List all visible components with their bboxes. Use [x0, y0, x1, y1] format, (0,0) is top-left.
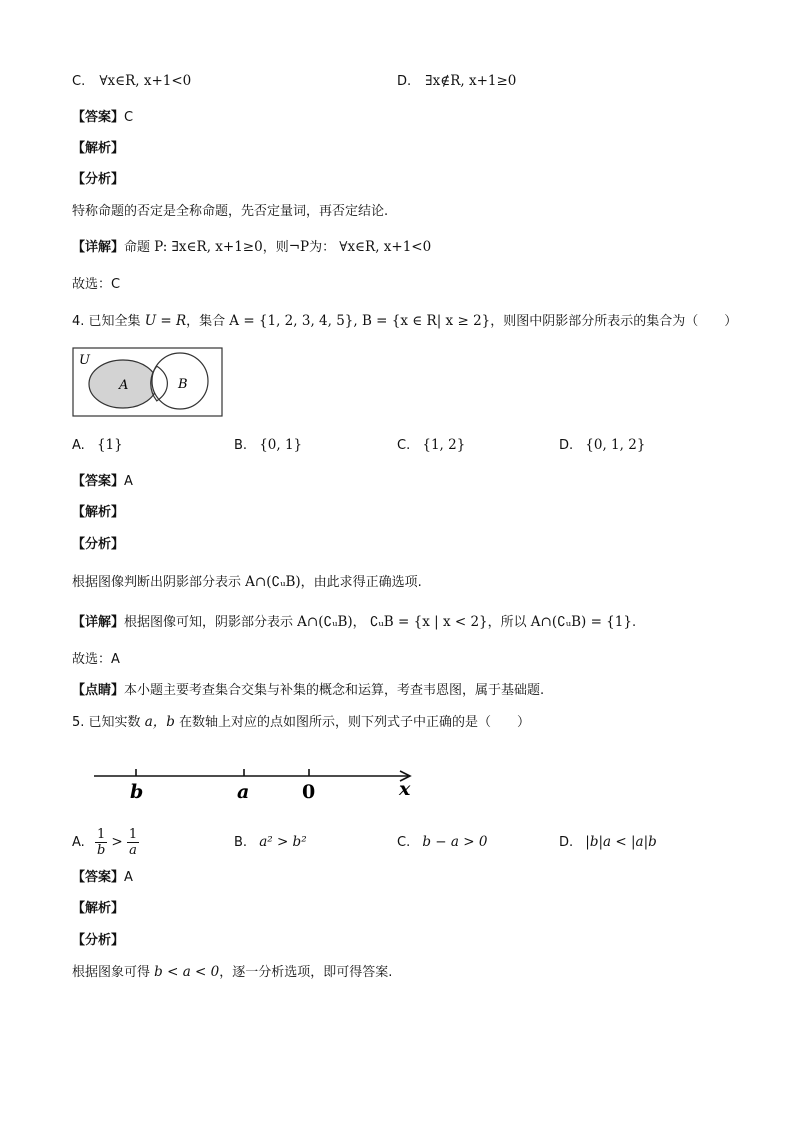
- q3-option-d-expr: ∃x∉R, x+1≥0: [425, 73, 517, 89]
- q3-answer-value: C: [124, 110, 134, 125]
- q4-guxuan: 故选：A: [72, 652, 120, 667]
- q3-xiangjie-expr2: ¬P: [288, 239, 310, 255]
- q3-option-d: [397, 72, 516, 91]
- q3-jiexi: [72, 140, 124, 158]
- q5-fenxi-text1: 根据图象可得: [72, 965, 151, 980]
- q5-jiexi-tag: 【解析】: [72, 901, 125, 916]
- q4-option-c-label: C.: [397, 438, 411, 453]
- q4-option-b-value: {0, 1}: [259, 437, 303, 453]
- q5-number-line: [90, 760, 420, 806]
- q3-xiangjie: [72, 238, 431, 257]
- q4-jiexi-tag: 【解析】: [72, 505, 125, 520]
- q3-xiangjie-text2: ，则: [262, 240, 289, 255]
- q4-fenxi: [72, 536, 124, 554]
- q3-jiexi-tag: 【解析】: [72, 141, 125, 156]
- q4-fenxi-text2: ，由此求得正确选项.: [300, 575, 422, 590]
- q5-option-b-expr: a² > b²: [259, 834, 307, 850]
- q4-fenxi-text1: 根据图像判断出阴影部分表示: [72, 575, 242, 590]
- venn-label-u: U: [79, 353, 90, 368]
- q5-option-d-label: D.: [559, 835, 574, 850]
- q5-option-b: [234, 833, 307, 852]
- q3-guxuan: 故选：C: [72, 277, 121, 292]
- q4-xiangjie: [72, 613, 636, 632]
- q5-fenxi: [72, 932, 124, 950]
- q4-option-d-label: D.: [559, 438, 574, 453]
- q4-fenxi-expr: A∩(∁ᵤB): [245, 574, 301, 590]
- q3-xiangjie-tag: 【详解】: [72, 240, 125, 255]
- q4-dianjing-tag: 【点睛】: [72, 683, 125, 698]
- q4-dianjing-text: 本小题主要考查集合交集与补集的概念和运算，考查韦恩图，属于基础题.: [124, 683, 545, 698]
- q3-answer: [72, 109, 133, 127]
- q5-option-a: [72, 822, 139, 863]
- frac-num: 1: [128, 827, 138, 842]
- q4-xiangjie-text3: ，所以: [487, 615, 527, 630]
- q3-answer-tag: 【答案】: [72, 110, 125, 125]
- q4-stem-a: 4. 已知全集: [72, 314, 141, 329]
- q3-fenxi-text: 特称命题的否定是全称命题，先否定量词，再否定结论.: [72, 204, 389, 219]
- q4-answer-value: A: [124, 474, 133, 489]
- q3-xiangjie-text3: 为：: [309, 240, 336, 255]
- q3-option-c-expr: ∀x∈R, x+1<0: [99, 73, 192, 89]
- q4-stem-u: U = R: [144, 313, 187, 329]
- q4-stem: [72, 312, 737, 331]
- venn-label-a: A: [119, 378, 129, 393]
- q5-fenxi-line: [72, 963, 392, 982]
- q5-option-b-label: B.: [234, 835, 248, 850]
- q5-option-a-rel: >: [111, 834, 123, 850]
- frac-den: a: [129, 843, 137, 858]
- q5-stem-a: 5. 已知实数: [72, 715, 141, 730]
- q5-option-a-right-frac: [127, 827, 139, 858]
- q4-xiangjie-tag: 【详解】: [72, 615, 125, 630]
- q3-xiangjie-text1: 命题: [124, 240, 151, 255]
- q4-option-c-value: {1, 2}: [422, 437, 466, 453]
- q4-option-b: [234, 436, 302, 455]
- q5-option-a-label: A.: [72, 835, 85, 850]
- frac-num: 1: [95, 827, 107, 843]
- venn-label-b: B: [178, 377, 188, 392]
- number-line-label-x: x: [399, 778, 411, 800]
- q5-option-c-label: C.: [397, 835, 411, 850]
- q4-jiexi: [72, 504, 124, 522]
- q4-option-d: [559, 436, 645, 455]
- q4-option-d-value: {0, 1, 2}: [585, 437, 646, 453]
- q3-fenxi-tag: 【分析】: [72, 172, 125, 187]
- q5-fenxi-expr: b < a < 0: [154, 964, 220, 980]
- q5-fenxi-tag: 【分析】: [72, 933, 125, 948]
- q4-option-c: [397, 436, 465, 455]
- q5-option-d: [559, 833, 657, 852]
- q5-option-a-left-frac: [95, 827, 107, 858]
- q3-option-c-label: C.: [72, 74, 86, 89]
- q4-option-b-label: B.: [234, 438, 248, 453]
- q4-xiangjie-expr1: A∩(∁ᵤB): [297, 614, 353, 630]
- q4-stem-b: ，集合: [186, 314, 226, 329]
- q3-xiangjie-expr1: P: ∃x∈R, x+1≥0: [154, 239, 263, 255]
- q5-fenxi-text2: ，逐一分析选项，即可得答案.: [219, 965, 393, 980]
- q3-option-d-label: D.: [397, 74, 412, 89]
- q4-option-a: [72, 436, 123, 455]
- number-line-label-a: a: [237, 781, 250, 803]
- q4-fenxi-tag: 【分析】: [72, 537, 125, 552]
- q4-venn-diagram: [72, 347, 224, 419]
- q4-answer-tag: 【答案】: [72, 474, 125, 489]
- q4-stem-c: ，则图中阴影部分所表示的集合为（ ）: [490, 314, 738, 329]
- q4-xiangjie-expr3: A∩(∁ᵤB) = {1}: [530, 614, 632, 630]
- q5-option-c-expr: b − a > 0: [422, 834, 488, 850]
- q5-stem-b: 在数轴上对应的点如图所示，则下列式子中正确的是（ ）: [179, 715, 531, 730]
- q4-stem-sets: A = {1, 2, 3, 4, 5}, B = {x ∈ R| x ≥ 2}: [229, 313, 491, 329]
- q5-stem-ab: a，b: [144, 714, 175, 730]
- q3-option-c: [72, 72, 191, 91]
- q5-option-c: [397, 833, 487, 852]
- q4-option-a-label: A.: [72, 438, 85, 453]
- q5-stem: [72, 713, 530, 732]
- number-line-label-zero: 0: [302, 781, 316, 803]
- q4-xiangjie-text2: ，: [352, 615, 366, 630]
- q4-dianjing: [72, 682, 544, 700]
- q5-answer: [72, 869, 133, 887]
- q4-option-a-value: {1}: [96, 437, 123, 453]
- q4-xiangjie-text1: 根据图像可知，阴影部分表示: [124, 615, 294, 630]
- number-line-label-b: b: [130, 781, 144, 803]
- q5-jiexi: [72, 900, 124, 918]
- q4-answer: [72, 473, 133, 491]
- q4-fenxi-line: [72, 573, 422, 592]
- q5-option-d-expr: |b|a < |a|b: [585, 834, 657, 850]
- q3-xiangjie-expr3: ∀x∈R, x+1<0: [339, 239, 432, 255]
- q5-answer-value: A: [124, 870, 133, 885]
- frac-den: b: [96, 843, 106, 858]
- q4-xiangjie-text4: .: [631, 615, 637, 630]
- q5-answer-tag: 【答案】: [72, 870, 125, 885]
- q3-fenxi: [72, 171, 124, 189]
- q4-xiangjie-expr2: ∁ᵤB = {x | x < 2}: [369, 614, 488, 630]
